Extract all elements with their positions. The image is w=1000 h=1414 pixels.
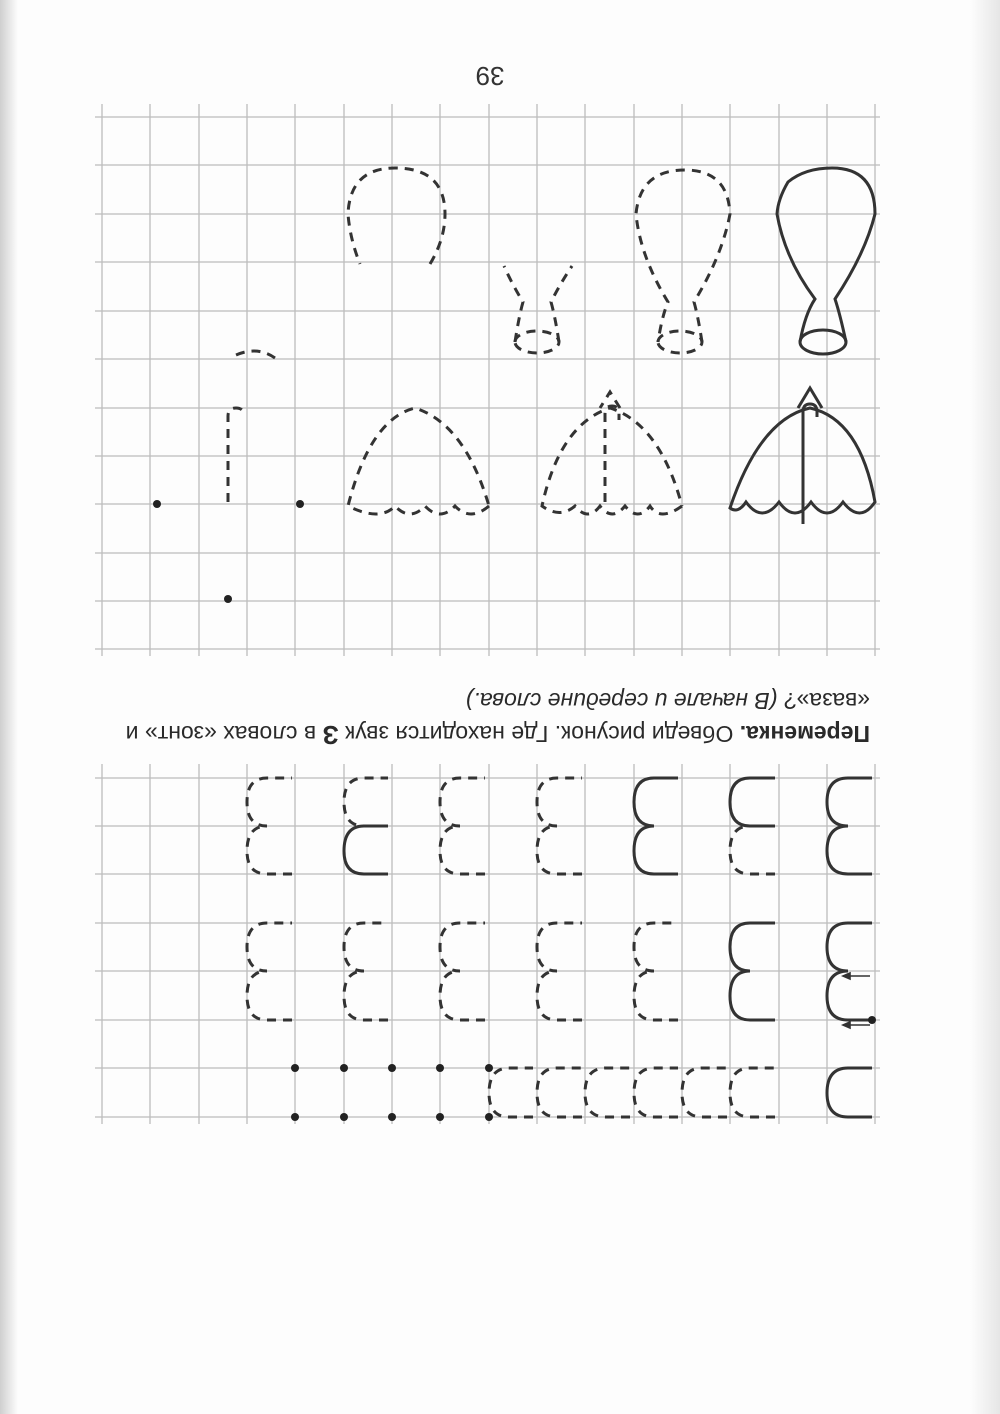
instruction-title: Переменка. — [739, 721, 870, 747]
instruction-text-c: (В начале и середине слова.) — [465, 688, 778, 714]
guide-dots-umbrella — [153, 500, 304, 603]
vase-dashed-2 — [504, 266, 572, 353]
letter-z-row-3 — [489, 1068, 872, 1117]
umbrella-handle-dashed — [228, 408, 244, 502]
vase-dashed-3 — [348, 168, 445, 264]
start-dot — [868, 1016, 876, 1024]
instruction-text-b: в словах «зонт» и «ваза»? — [125, 688, 870, 747]
umbrella-dashed-1 — [542, 392, 682, 514]
picture-grid — [95, 104, 880, 656]
umbrella-dashed-2 — [348, 408, 489, 514]
vase-dashed-4 — [230, 351, 275, 358]
vase-picture — [777, 168, 875, 354]
instruction-letter: З — [322, 720, 339, 750]
page-number: 39 — [475, 61, 505, 91]
instruction-text-a: Обведи рисунок. Где находится звук — [338, 721, 740, 747]
